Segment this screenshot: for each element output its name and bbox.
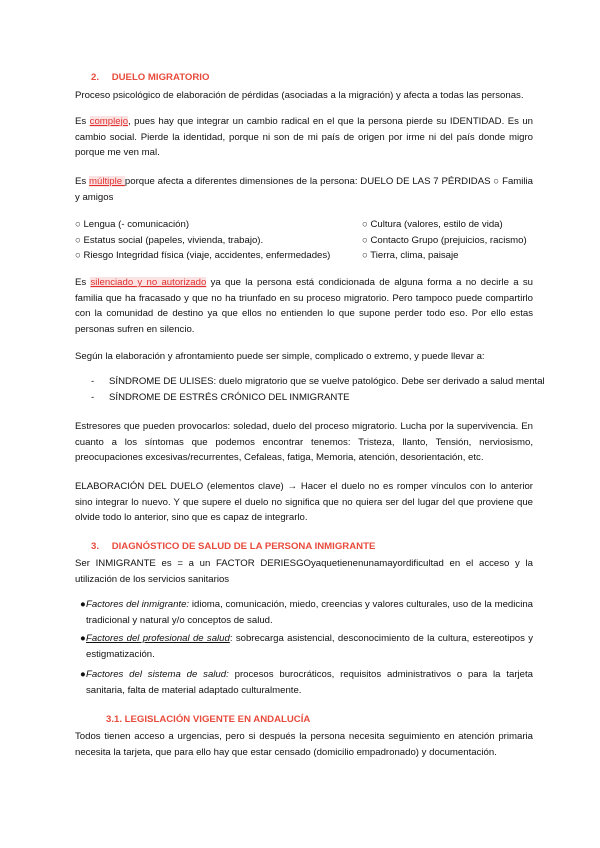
list-item: ○ Contacto Grupo (prejuicios, racismo) — [362, 234, 527, 246]
section-3-intro: Ser INMIGRANTE es = a un FACTOR DERIESGOyaquetienenunamayordificultad en el acceso y la utilización de los servicios sanitarios — [75, 558, 533, 585]
elaboracion-duelo-paragraph: ELABORACIÓN DEL DUELO (elementos clave) → Hacer el duelo no es romper vínculos con lo anterior sino integrar lo nuevo. Y que supere el duelo no significa que no quiera ser del lugar del que proviene que olvide todo lo anterior, sino que es capaz de integrarlo. — [75, 481, 533, 523]
section-3-heading — [91, 539, 549, 555]
bullet-icon: ● — [80, 633, 86, 644]
section-title: DIAGNÓSTICO DE SALUD DE LA PERSONA INMIGRANTE — [111, 541, 376, 552]
factor-label: Factores del sistema de salud: — [86, 669, 229, 680]
losses-list-right — [362, 217, 527, 264]
list-item: - SÍNDROME DE ULISES: duelo migratorio que se vuelve patológico. Debe ser derivado a salud mental — [91, 376, 545, 387]
silenciado-paragraph: Es silenciado y no autorizado ya que la persona está condicionada de alguna forma a no decirle a su familia que ha fracasado y que no ha triunfado en su proceso migratorio. Pero tampoco puede compartirlo con la comunidad de destino ya que ellos no entienden lo que supone perder todo eso. Por ello estas personas sufren en silencio. — [75, 277, 533, 335]
list-item: ○ Tierra, clima, paisaje — [362, 250, 459, 261]
legislacion-paragraph: Todos tienen acceso a urgencias, pero si después la persona necesita seguimiento en atención primaria necesita la tarjeta, que para ello hay que estar censado (domicilio empadronado) y documentación. — [75, 731, 533, 758]
keyword-silenciado: silenciado y no autorizado — [90, 277, 207, 288]
factor-label: Factores del profesional de salud — [86, 633, 230, 644]
list-item: ○ Estatus social (papeles, vivienda, trabajo). — [75, 234, 264, 246]
list-item: ○ Riesgo Integridad física (viaje, accidentes, enfermedades) — [75, 250, 331, 261]
factor-item: ● Factores del profesional de salud: sobrecarga asistencial, desconocimiento de la cultura, estereotipos y estigmatización. — [80, 633, 534, 660]
complejo-paragraph: Es complejo, pues hay que integrar un cambio radical en el que la persona pierde su IDENTIDAD. Es un cambio social. Pierde la identidad, porque ni son de mi país de origen por irme ni del país donde migro porque me ven mal. — [75, 116, 533, 158]
keyword-complejo: complejo — [89, 116, 129, 127]
syndromes-list — [91, 374, 545, 406]
factor-label: Factores del inmigrante: — [86, 599, 190, 610]
multiple-paragraph: Es múltiple porque afecta a diferentes dimensiones de la persona: DUELO DE LAS 7 PÉRDIDAS ○ Familia y amigos — [75, 176, 533, 203]
elaboracion-paragraph: Según la elaboración y afrontamiento puede ser simple, complicado o extremo, y puede llevar a: — [75, 351, 485, 362]
list-item: ○ Cultura (valores, estilo de vida) — [362, 219, 503, 230]
factor-item: ● Factores del sistema de salud: procesos burocráticos, requisitos administrativos o para la tarjeta sanitaria, falta de material adaptado culturalmente. — [80, 669, 533, 696]
section-title: DUELO MIGRATORIO — [111, 72, 210, 83]
section-2-heading — [91, 70, 549, 86]
bullet-icon: ● — [80, 669, 86, 680]
subsection-heading: 3.1. LEGISLACIÓN VIGENTE EN ANDALUCÍA — [106, 714, 311, 725]
section-number: 2. — [91, 72, 100, 83]
list-item: ○ Lengua (- comunicación) — [75, 219, 190, 230]
list-item: - SÍNDROME DE ESTRÉS CRÓNICO DEL INMIGRANTE — [91, 392, 350, 403]
losses-list-left — [75, 217, 330, 264]
section-number: 3. — [91, 541, 100, 552]
duelo-intro-paragraph: Proceso psicológico de elaboración de pérdidas (asociadas a la migración) y afecta a todas las personas. — [75, 90, 524, 101]
bullet-icon: ● — [80, 599, 86, 610]
keyword-multiple: múltiple — [89, 176, 125, 187]
factor-item: ● Factores del inmigrante: idioma, comunicación, miedo, creencias y valores culturales, uso de la medicina tradicional y natural y/o conceptos de salud. — [80, 599, 534, 626]
estresores-paragraph: Estresores que pueden provocarlos: soledad, duelo del proceso migratorio. Lucha por la supervivencia. En cuanto a los síntomas que podemos encontrar tenemos: Tristeza, llanto, Tensión, nerviosismo, preocupaciones excesivas/recurrentes, Cefaleas, fatiga, Memoria, atención, desorientación, etc. — [75, 421, 533, 463]
